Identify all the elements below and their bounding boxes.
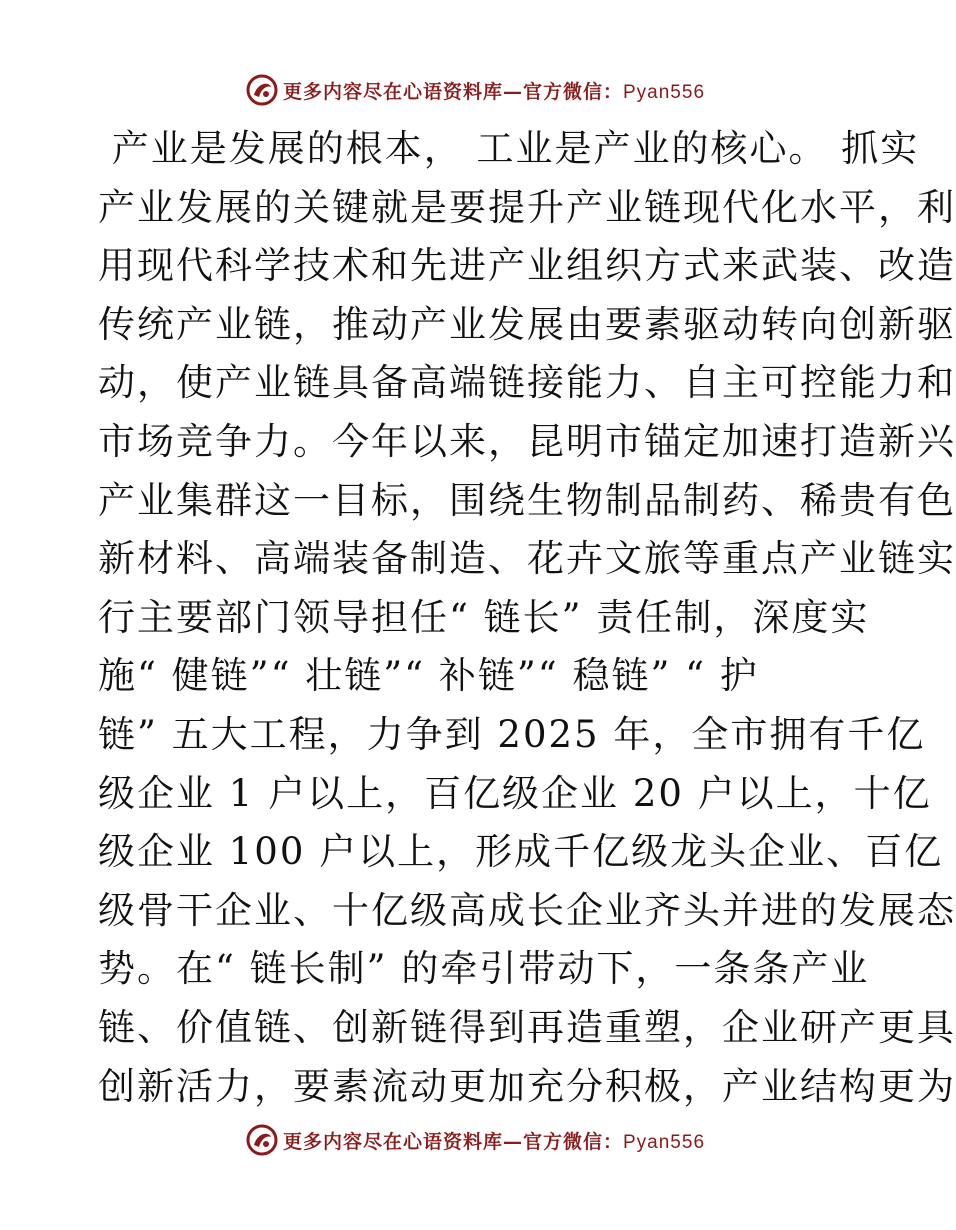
header-banner-main: 更多内容尽在心语资料库: [282, 80, 503, 103]
text-line: 产业集群这一目标，围绕生物制品制药、稀贵有色: [98, 478, 956, 522]
text-line: 创新活力，要素流动更加充分积极，产业结构更为: [98, 1064, 956, 1108]
text-line: 链” 五大工程，力争到 2025 年，全市拥有千亿: [98, 712, 926, 756]
text-line: 产业发展的关键就是要提升产业链现代化水平，利: [98, 185, 956, 229]
text-line: 施“ 健链”“ 壮链”“ 补链”“ 稳链” “ 护: [98, 654, 759, 698]
header-banner: [0, 70, 950, 110]
header-banner-wechat-id: Pyan556: [623, 81, 706, 103]
header-banner-wechat-label: 官方微信：: [522, 80, 623, 103]
text-line: 行主要部门领导担任“ 链长” 责任制，深度实: [98, 595, 870, 639]
red-swirl-logo-icon: [245, 1123, 279, 1157]
text-line: 产业是发展的根本， 工业是产业的核心。 抓实: [98, 127, 920, 170]
footer-banner-wechat-label: 官方微信：: [522, 1130, 623, 1153]
text-line: 传统产业链，推动产业发展由要素驱动转向创新驱: [98, 302, 956, 346]
footer-banner: [0, 1120, 950, 1160]
text-line: 级企业 1 户以上，百亿级企业 20 户以上，十亿: [98, 771, 932, 815]
text-line: 级骨干企业、十亿级高成长企业齐头并进的发展态: [98, 888, 956, 932]
text-line: 链、价值链、创新链得到再造重塑，企业研产更具: [98, 1005, 956, 1049]
text-line: 级企业 100 户以上，形成千亿级龙头企业、百亿: [98, 830, 944, 874]
text-line: 势。在“ 链长制” 的牵引带动下，一条条产业: [98, 947, 870, 991]
header-banner-separator: —: [502, 80, 523, 103]
text-line: 新材料、高端装备制造、花卉文旅等重点产业链实: [98, 537, 956, 581]
text-line: 动，使产业链具备高端链接能力、自主可控能力和: [98, 361, 956, 405]
footer-banner-wechat-id: Pyan556: [623, 1131, 706, 1153]
red-swirl-logo-icon: [245, 73, 279, 107]
footer-banner-text: [283, 1127, 705, 1154]
footer-banner-main: 更多内容尽在心语资料库: [282, 1130, 503, 1153]
body-paragraph: [98, 120, 956, 1116]
text-line: 市场竞争力。今年以来，昆明市锚定加速打造新兴: [98, 419, 956, 463]
text-line: 用现代科学技术和先进产业组织方式来武装、改造: [98, 244, 956, 288]
footer-banner-separator: —: [502, 1130, 523, 1153]
header-banner-text: [283, 77, 705, 104]
